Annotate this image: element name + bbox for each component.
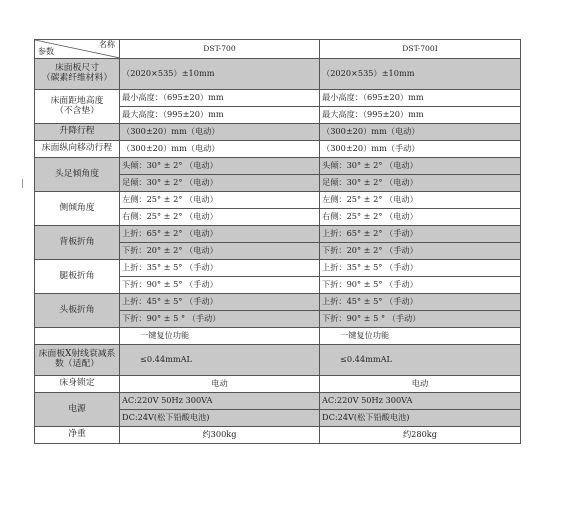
value-cell: 上折：65° ± 2° （手动）	[320, 226, 521, 243]
table-row	[35, 124, 521, 141]
value-cell: ≤0.44mmAL	[320, 345, 521, 376]
value-cell: 约280kg	[320, 427, 521, 444]
table-row	[35, 345, 521, 376]
table-row	[35, 376, 521, 393]
value-cell: 下折：90° ± 5 ° （手动）	[120, 311, 320, 328]
table-row	[35, 294, 521, 311]
value-cell: 右侧：25° ± 2° （电动）	[320, 209, 521, 226]
row-label: 床身锁定	[35, 376, 120, 393]
row-label: 背板折角	[35, 226, 120, 260]
value-cell: 下折：90° ± 5° （手动）	[120, 277, 320, 294]
table-row	[35, 328, 521, 345]
value-cell: （2020×535）±10mm	[320, 59, 521, 90]
value-cell: 最大高度：（995±20）mm	[120, 107, 320, 124]
row-label: 电源	[35, 393, 120, 427]
table-row	[35, 427, 521, 444]
model-header-1: DST-700	[120, 40, 320, 59]
value-cell: 最大高度：（995±20）mm	[320, 107, 521, 124]
table-row	[35, 192, 521, 209]
row-label: 头足倾角度	[35, 158, 120, 192]
value-cell: 下折：20° ± 2° （电动）	[120, 243, 320, 260]
value-cell: 下折：90° ± 5 ° （手动）	[320, 311, 521, 328]
value-cell: AC:220V 50Hz 300VA	[320, 393, 521, 410]
value-cell: 头倾：30° ± 2° （电动）	[320, 158, 521, 175]
value-cell: （300±20）mm（手动）	[320, 141, 521, 158]
value-cell: 电动	[120, 376, 320, 393]
row-label: 侧倾角度	[35, 192, 120, 226]
row-label: 床面板尺寸 （碳素纤维材料）	[35, 59, 120, 90]
table-row	[35, 158, 521, 175]
model-header-2: DST-700I	[320, 40, 521, 59]
value-cell: 左侧：25° ± 2° （电动）	[320, 192, 521, 209]
row-label: 床面板X射线衰减系数（适配）	[35, 345, 120, 376]
table-row	[35, 59, 521, 90]
value-cell: （2020×535）±10mm	[120, 59, 320, 90]
table-row	[35, 141, 521, 158]
value-cell: 足倾：30° ± 2° （电动）	[320, 175, 521, 192]
value-cell: AC:220V 50Hz 300VA	[120, 393, 320, 410]
name-label: 名称	[99, 40, 115, 49]
value-cell: 上折：45° ± 5° （手动）	[120, 294, 320, 311]
value-cell: 最小高度：（695±20）mm	[320, 90, 521, 107]
spec-table	[34, 39, 521, 444]
header-row	[35, 40, 521, 59]
table-row	[35, 260, 521, 277]
value-cell: ≤0.44mmAL	[120, 345, 320, 376]
value-cell: 左侧：25° ± 2° （电动）	[120, 192, 320, 209]
value-cell: 上折：35° ± 5° （手动）	[120, 260, 320, 277]
value-cell: 上折：35° ± 5° （手动）	[320, 260, 521, 277]
table-row	[35, 393, 521, 410]
table-row	[35, 90, 521, 107]
row-label: 升降行程	[35, 124, 120, 141]
value-cell: 右侧：25° ± 2° （电动）	[120, 209, 320, 226]
spec-table-body	[35, 40, 521, 444]
value-cell: （300±20）mm（电动）	[120, 124, 320, 141]
value-cell: 电动	[320, 376, 521, 393]
param-label: 参数	[38, 47, 54, 57]
value-cell: DC:24V(松下铅酸电池)	[320, 410, 521, 427]
corner-cell	[35, 40, 120, 59]
value-cell: 下折：90° ± 5° （手动）	[320, 277, 521, 294]
row-label: 头板折角	[35, 294, 120, 328]
value-cell: 足倾：30° ± 2° （电动）	[120, 175, 320, 192]
value-cell: 一键复位功能	[320, 328, 521, 345]
value-cell: 上折：45° ± 5° （手动）	[320, 294, 521, 311]
value-cell: （300±20）mm（电动）	[120, 141, 320, 158]
row-label	[35, 328, 120, 345]
value-cell: DC:24V(松下铅酸电池)	[120, 410, 320, 427]
row-label: 床面距地高度 （不含垫）	[35, 90, 120, 124]
value-cell: 上折：65° ± 2° （电动）	[120, 226, 320, 243]
table-row	[35, 226, 521, 243]
value-cell: 头倾：30° ± 2° （电动）	[120, 158, 320, 175]
row-label: 床面纵向移动行程	[35, 141, 120, 158]
text-cursor-mark	[22, 179, 23, 188]
value-cell: 最小高度：（695±20）mm	[120, 90, 320, 107]
value-cell: 一键复位功能	[120, 328, 320, 345]
value-cell: （300±20）mm（电动）	[320, 124, 521, 141]
row-label: 净重	[35, 427, 120, 444]
row-label: 腿板折角	[35, 260, 120, 294]
value-cell: 约300kg	[120, 427, 320, 444]
value-cell: 下折：20° ± 2° （手动）	[320, 243, 521, 260]
